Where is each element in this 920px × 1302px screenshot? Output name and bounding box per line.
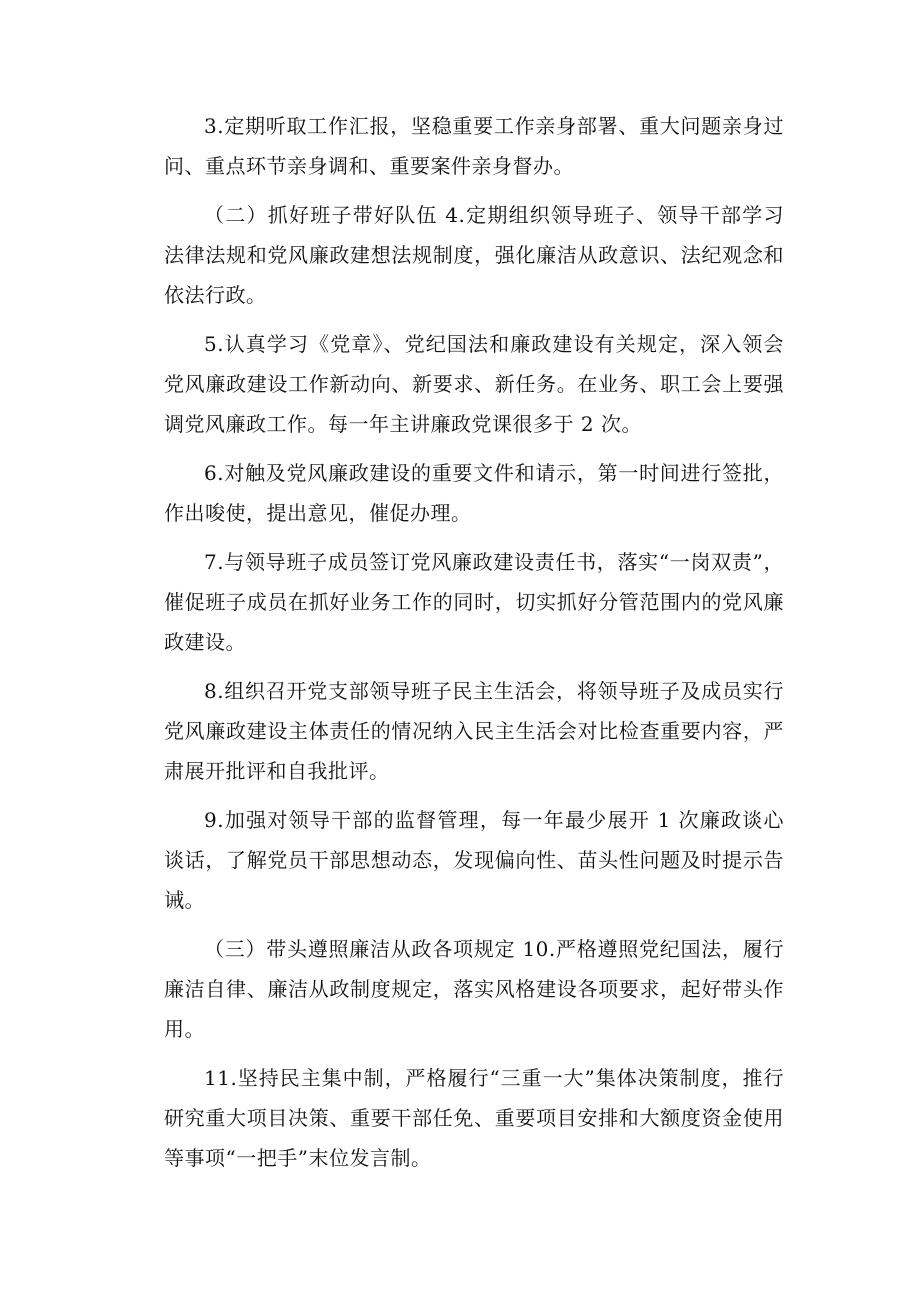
paragraph-3: 3.定期听取工作汇报，坚稳重要工作亲身部署、重大问题亲身过问、重点环节亲身调和、重要案件亲身督办。 (164, 114, 784, 178)
paragraph-8: 8.组织召开党支部领导班子民主生活会，将领导班子及成员实行党风廉政建设主体责任的情况纳入民主生活会对比检查重要内容，严肃展开批评和自我批评。 (164, 679, 784, 783)
paragraph-9: 9.加强对领导干部的监督管理，每一年最少展开 1 次廉政谈心谈话，了解党员干部思想动态，发现偏向性、苗头性问题及时提示告诫。 (164, 808, 784, 912)
paragraph-7: 7.与领导班子成员签订党风廉政建设责任书，落实“一岗双责”，催促班子成员在抓好业务工作的同时，切实抓好分管范围内的党风廉政建设。 (164, 550, 784, 654)
document-body (164, 106, 784, 1187)
paragraph-section-2-item-4: （二）抓好班子带好队伍 4.定期组织领导班子、领导干部学习法律法规和党风廉政建想法规制度，强化廉洁从政意识、法纪观念和依法行政。 (164, 203, 784, 307)
paragraph-5: 5.认真学习《党章》、党纪国法和廉政建设有关规定，深入领会党风廉政建设工作新动向、新要求、新任务。在业务、职工会上要强调党风廉政工作。每一年主讲廉政党课很多于 2 次。 (164, 332, 784, 436)
paragraph-6: 6.对触及党风廉政建设的重要文件和请示，第一时间进行签批，作出唆使，提出意见，催促办理。 (164, 461, 784, 525)
paragraph-section-3-item-10: （三）带头遵照廉洁从政各项规定 10.严格遵照党纪国法，履行廉洁自律、廉洁从政制度规定，落实风格建设各项要求，起好带头作用。 (164, 937, 784, 1041)
paragraph-11: 11.坚持民主集中制，严格履行“三重一大”集体决策制度，推行研究重大项目决策、重要干部任免、重要项目安排和大额度资金使用等事项“一把手”末位发言制。 (164, 1066, 784, 1170)
